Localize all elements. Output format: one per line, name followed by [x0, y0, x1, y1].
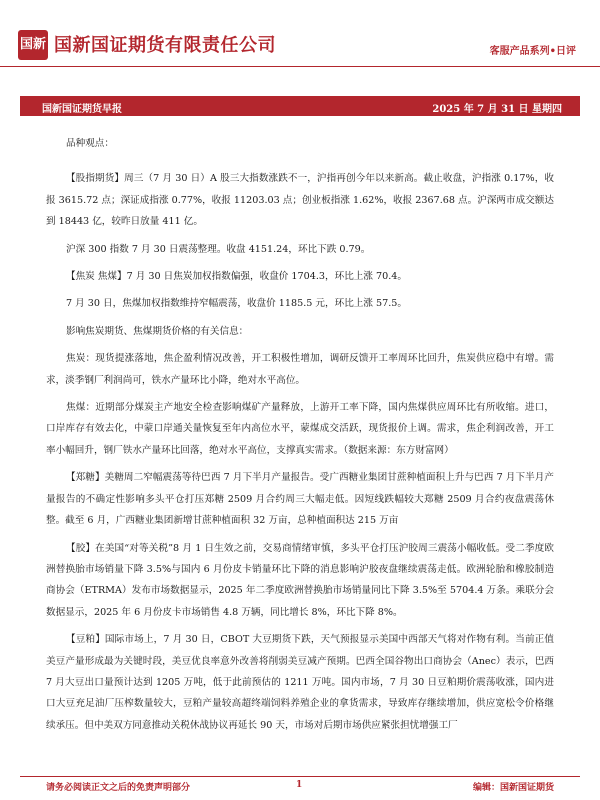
paragraph-soymeal: 【豆粕】国际市场上，7 月 30 日，CBOT 大豆期货下跌，天气预报显示美国中西部天气将对作物有利。当前正值美豆产量形成最为关键时段，美豆优良率意外改善将削弱美豆减产预期。巴西全国谷物出口商协会（Anec）表示，巴西 7 月大豆出口量预计达到 1205 万吨，低于此前预估的 1211 万吨。国内市场，7 月 30 日豆粕期价震荡收涨，国内进口大豆充足油厂压榨数量较大，豆粕产量较高超终端饲料养殖企业的拿货需求，导致库存继续增加，供应宽松令价格继续承压。但中美双方同意推动关税休战协议再延长 90 天，市场对后期市场供应紧张担忧增强工厂: [46, 634, 554, 731]
paragraph-sugar: 【郑糖】美糖周二窄幅震荡等待巴西 7 月下半月产量报告。受广西糖业集团甘蔗种植面积上升与巴西 7 月下半月产量报告的不确定性影响多头平仓打压郑糖 2509 月合约周三大幅走低。因短线跌幅较大郑糖 2509 月合约夜盘震荡休整。截至 6 月，广西糖业集团新增甘蔗种植面积 32 万亩，总种植面积达 215 万亩: [46, 472, 554, 527]
paragraph-coking-coal-detail: 焦煤：近期部分煤炭主产地安全检查影响煤矿产量释放，上游开工率下降，国内焦煤供应周环比有所收缩。进口，口岸库存有效去化，中蒙口岸通关量恢复至年内高位水平，蒙煤成交活跃，现货报价上调。需求，焦企利润改善，开工率小幅回升，钢厂铁水产量环比回落，绝对水平高位，支撑真实需求。（数据来源：东方财富网）: [46, 402, 554, 456]
paragraph-coke: 焦炭：现货提涨落地，焦企盈利情况改善，开工积极性增加，调研反馈开工率周环比回升，焦炭供应稳中有增。需求，淡季钢厂利润尚可，铁水产量环比小降，绝对水平高位。: [46, 353, 554, 386]
report-body: [46, 133, 554, 742]
report-date: 2025 年 7 月 31 日 星期四: [432, 104, 562, 115]
company-logo-icon: 国新: [18, 30, 48, 60]
footer-disclaimer: 请务必阅读正文之后的免责声明部分: [46, 783, 191, 793]
paragraph-coking-coal: 7 月 30 日，焦煤加权指数维持窄幅震荡，收盘价 1185.5 元，环比上涨 57.5。: [66, 298, 407, 310]
report-title-band: [20, 96, 580, 116]
paragraph-stock-index-futures: 【股指期货】周三（7 月 30 日）A 股三大指数涨跌不一，沪指再创今年以来新高。截止收盘，沪指涨 0.17%，收报 3615.72 点；深证成指涨 0.77%，收报 11203.03 点；创业板指涨 1.62%，收报 2367.68 点。沪深两市成交额达到 18443 亿，较昨日放量 411 亿。: [46, 173, 554, 228]
page-header: [0, 0, 600, 92]
footer-editor: 编辑：国新国证期货: [472, 783, 554, 793]
paragraph-coke-factors-intro: 影响焦炭期货、焦煤期货价格的有关信息：: [66, 325, 249, 337]
paragraph-rubber: 【胶】在美国“对等关税”8 月 1 日生效之前，交易商情绪审慎，多头平仓打压沪胶周三震荡小幅收低。受二季度欧洲替换胎市场销量下降 3.5%与国内 6 月份皮卡销量环比下降的消息影响沪胶夜盘继续震荡走低。欧洲轮胎和橡胶制造商协会（ETRMA）发布市场数据显示，2025 年二季度欧洲替换胎市场销量同比下降 3.5%至 5704.4 万条。乘联分会数据显示，2025 年 6 月份皮卡市场销售 4.8 万辆，同比增长 8%，环比下降 8%。: [46, 542, 554, 618]
page-number: 1: [296, 780, 303, 790]
company-name: 国新国证期货有限责任公司: [54, 35, 276, 56]
paragraph-hs300: 沪深 300 指数 7 月 30 日震荡整理。收盘 4151.24，环比下跌 0.79。: [66, 243, 371, 255]
paragraph-coke-coal: 【焦炭 焦煤】7 月 30 日焦炭加权指数偏强，收盘价 1704.3，环比上涨 70.4。: [66, 271, 407, 283]
section-heading: 品种观点：: [66, 138, 114, 149]
series-label: 客服产品系列•日评: [489, 46, 576, 57]
header-divider: [0, 66, 600, 67]
report-name: 国新国证期货早报: [42, 104, 122, 115]
footer-divider: [20, 776, 580, 777]
